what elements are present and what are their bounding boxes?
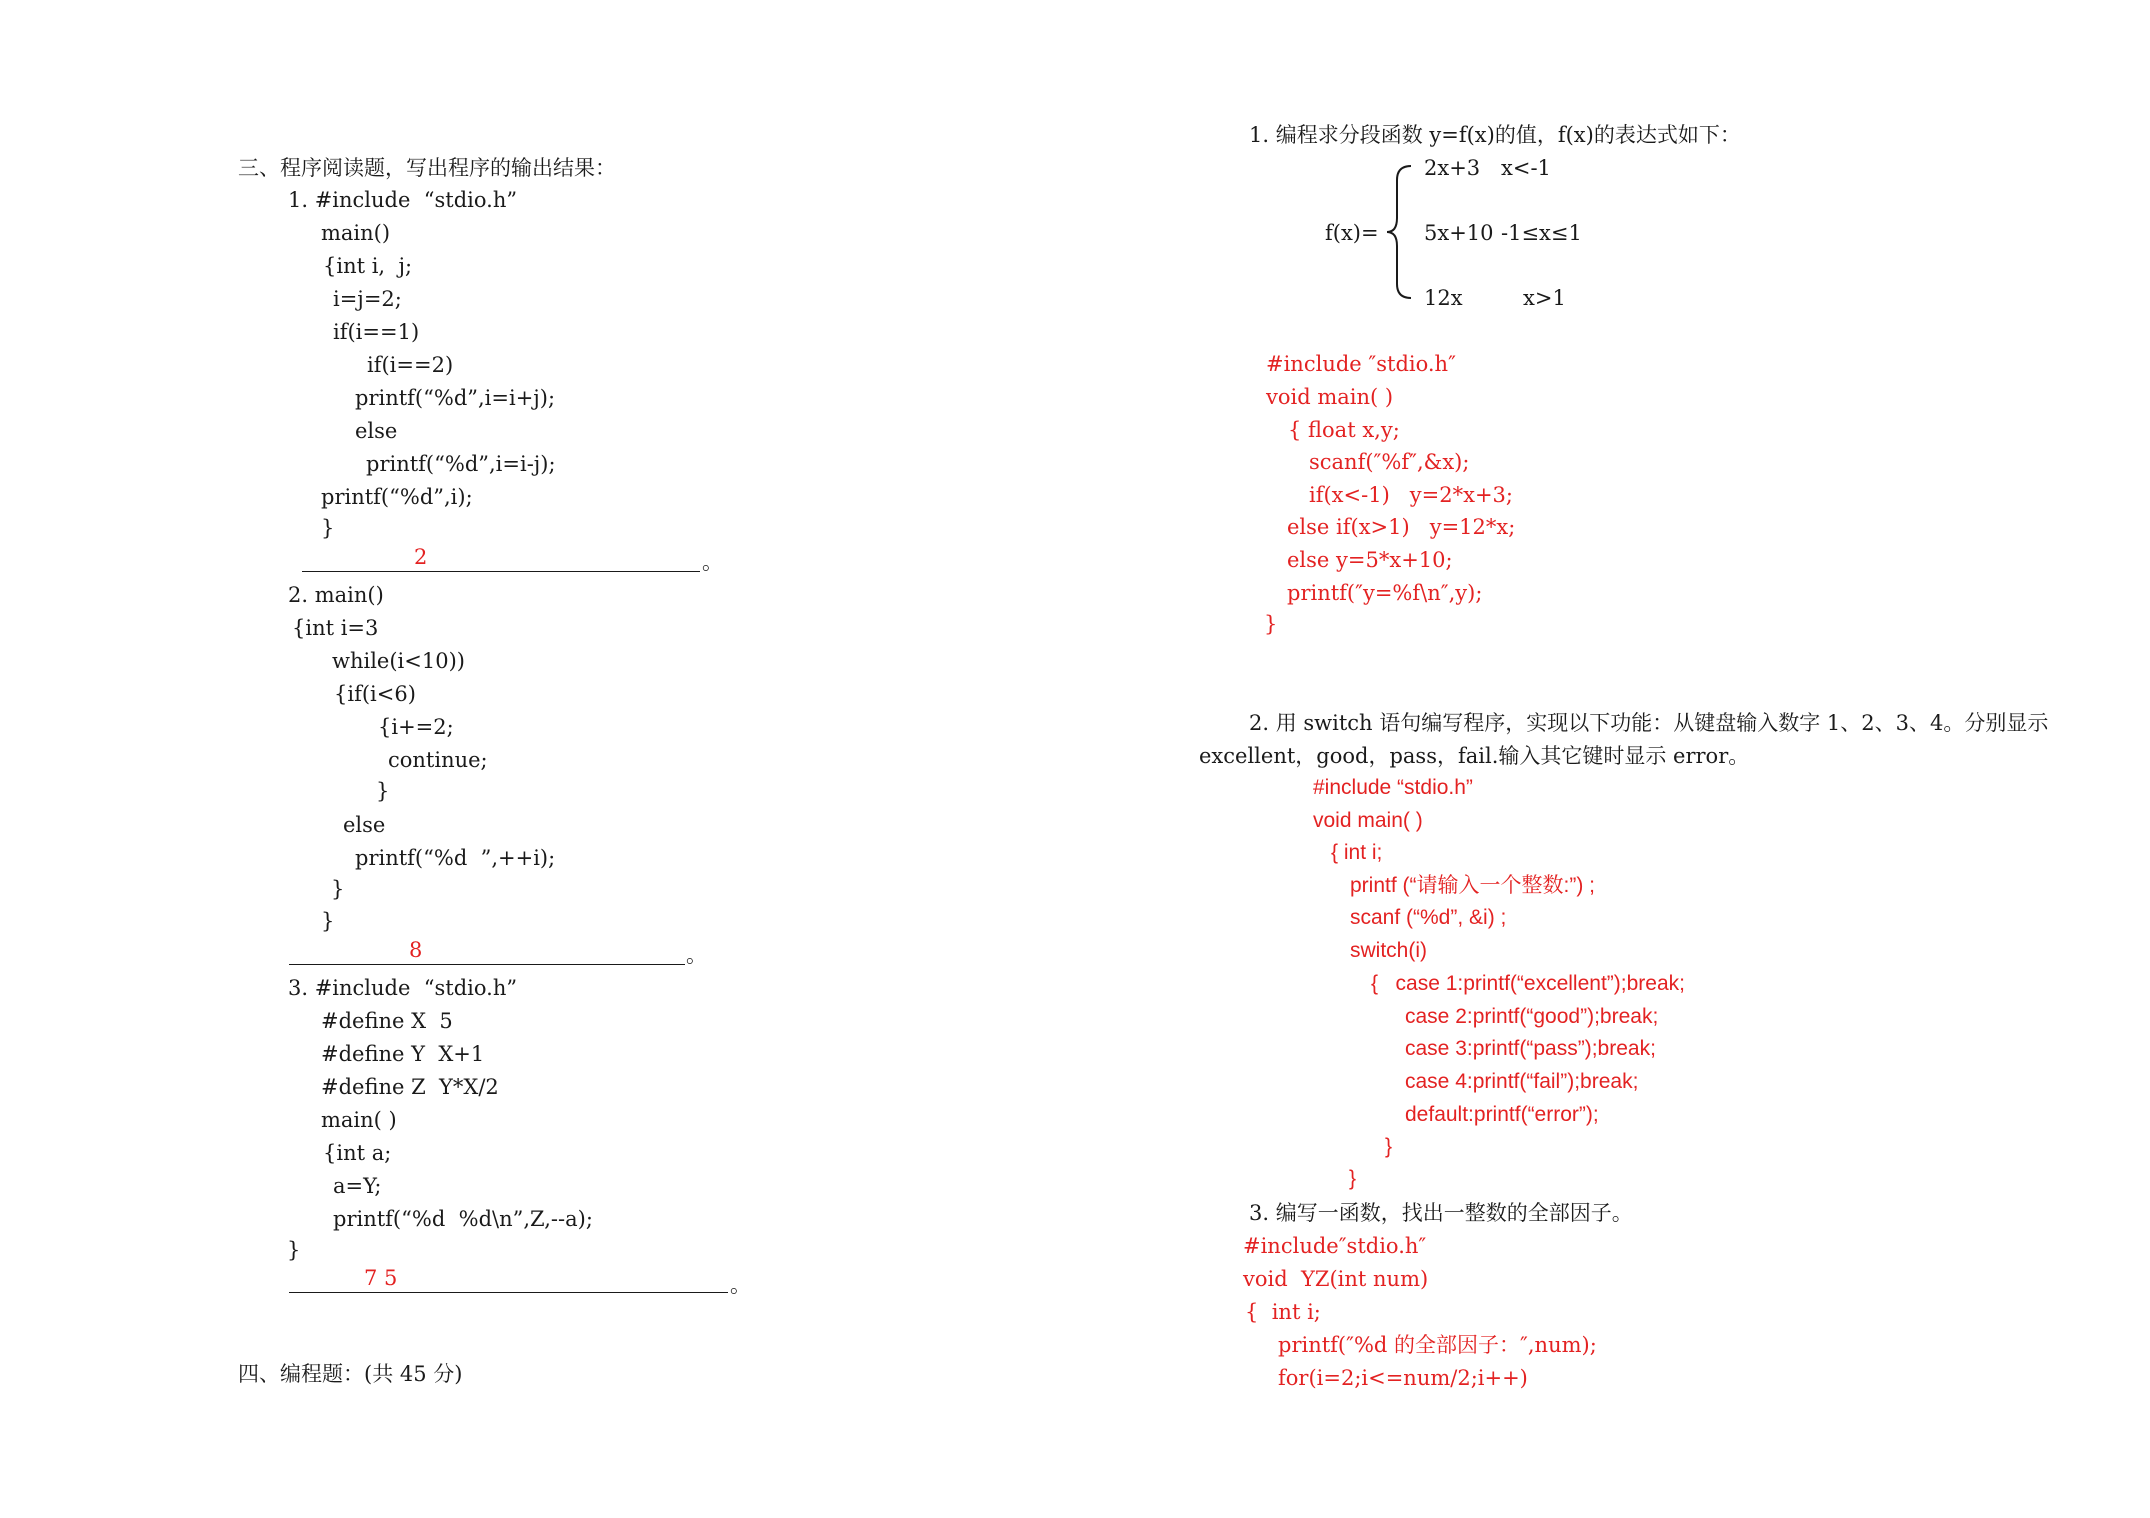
code-line: } bbox=[1264, 612, 1278, 636]
code-line: scanf(″%f″,&x); bbox=[1309, 450, 1470, 474]
code-line: printf(″%d 的全部因子：″,num); bbox=[1278, 1333, 1597, 1357]
code-line: #define Y X+1 bbox=[321, 1042, 485, 1066]
code-line: for(i=2;i<=num/2;i++) bbox=[1278, 1366, 1528, 1390]
code-line: { int i; bbox=[1331, 841, 1383, 864]
code-line: printf(“%d %d\n”,Z,--a); bbox=[333, 1207, 593, 1231]
code-line: printf (“请输入一个整数:”) ; bbox=[1350, 874, 1595, 897]
code-line: {int i=3 bbox=[292, 616, 379, 640]
answer-blank-2 bbox=[289, 940, 685, 965]
code-line: void main( ) bbox=[1266, 385, 1394, 409]
code-line: 1. #include “stdio.h” bbox=[288, 188, 518, 212]
code-line: {if(i<6) bbox=[334, 682, 416, 706]
code-line: while(i<10)) bbox=[332, 649, 465, 673]
problem-2-title-line-1: 2. 用 switch 语句编写程序，实现以下功能：从键盘输入数字 1、2、3、4。分别显示 bbox=[1249, 711, 2049, 735]
code-line: } bbox=[1349, 1167, 1357, 1190]
left-brace-icon bbox=[1385, 162, 1415, 302]
section-4-title: 四、编程题：(共 45 分) bbox=[238, 1362, 463, 1386]
code-line: #include″stdio.h″ bbox=[1243, 1234, 1427, 1258]
end-mark: 。 bbox=[702, 550, 723, 574]
code-line: #include ″stdio.h″ bbox=[1266, 352, 1456, 376]
code-line: #include “stdio.h” bbox=[1313, 776, 1473, 799]
code-line: switch(i) bbox=[1350, 939, 1427, 962]
code-line: continue; bbox=[388, 748, 488, 772]
code-line: { float x,y; bbox=[1288, 418, 1400, 442]
code-line: 2. main() bbox=[288, 583, 384, 607]
code-line: printf(″y=%f\n″,y); bbox=[1287, 581, 1483, 605]
code-line: if(i==1) bbox=[333, 320, 420, 344]
code-line: } bbox=[321, 909, 335, 933]
code-line: if(i==2) bbox=[367, 353, 454, 377]
code-line: scanf (“%d”, &i) ; bbox=[1350, 906, 1507, 929]
code-line: 3. #include “stdio.h” bbox=[288, 976, 518, 1000]
answer-blank-1 bbox=[302, 547, 700, 572]
section-3-title: 三、程序阅读题，写出程序的输出结果： bbox=[238, 156, 616, 180]
answer-2: 8 bbox=[409, 938, 423, 962]
code-line: i=j=2; bbox=[333, 287, 402, 311]
case-cond: -1≤x≤1 bbox=[1501, 221, 1582, 245]
fx-label: f(x)= bbox=[1325, 221, 1379, 245]
code-line: } bbox=[1385, 1135, 1393, 1158]
code-line: { case 1:printf(“excellent”);break; bbox=[1371, 972, 1685, 995]
right-column bbox=[1075, 0, 2150, 1518]
code-line: else if(x>1) y=12*x; bbox=[1287, 515, 1516, 539]
code-line: a=Y; bbox=[333, 1174, 382, 1198]
answer-blank-3 bbox=[289, 1268, 728, 1293]
answer-3: 7 5 bbox=[364, 1266, 398, 1290]
code-line: case 4:printf(“fail”);break; bbox=[1405, 1070, 1639, 1093]
code-line: {int i, j; bbox=[323, 254, 413, 278]
code-line: main() bbox=[321, 221, 391, 245]
end-mark: 。 bbox=[730, 1273, 751, 1297]
answer-1: 2 bbox=[414, 545, 428, 569]
code-line: } bbox=[321, 516, 335, 540]
code-line: printf(“%d”,i); bbox=[321, 485, 473, 509]
code-line: #define Z Y*X/2 bbox=[321, 1075, 499, 1099]
code-line: printf(“%d ”,++i); bbox=[355, 846, 556, 870]
code-line: #define X 5 bbox=[321, 1009, 453, 1033]
case-expr: 12x bbox=[1424, 286, 1463, 310]
problem-2-title-line-2: excellent，good，pass，fail.输入其它键时显示 error。 bbox=[1199, 744, 1750, 768]
code-line: case 3:printf(“pass”);break; bbox=[1405, 1037, 1656, 1060]
end-mark: 。 bbox=[686, 943, 707, 967]
code-line: default:printf(“error”); bbox=[1405, 1103, 1599, 1126]
case-cond: x<-1 bbox=[1501, 156, 1551, 180]
code-line: else y=5*x+10; bbox=[1287, 548, 1453, 572]
code-line: {int a; bbox=[323, 1141, 392, 1165]
code-line: main( ) bbox=[321, 1108, 397, 1132]
case-cond: x>1 bbox=[1523, 286, 1566, 310]
case-expr: 5x+10 bbox=[1424, 221, 1494, 245]
code-line: printf(“%d”,i=i-j); bbox=[366, 452, 556, 476]
code-line: else bbox=[343, 813, 386, 837]
code-line: } bbox=[331, 877, 345, 901]
code-line: case 2:printf(“good”);break; bbox=[1405, 1005, 1659, 1028]
code-line: else bbox=[355, 419, 398, 443]
code-line: } bbox=[287, 1238, 301, 1262]
code-line: if(x<-1) y=2*x+3; bbox=[1309, 483, 1513, 507]
problem-1-title: 1. 编程求分段函数 y=f(x)的值，f(x)的表达式如下： bbox=[1249, 123, 1741, 147]
code-line: printf(“%d”,i=i+j); bbox=[355, 386, 556, 410]
code-line: void main( ) bbox=[1313, 809, 1423, 832]
code-line: {i+=2; bbox=[378, 715, 454, 739]
code-line: } bbox=[376, 779, 390, 803]
case-expr: 2x+3 bbox=[1424, 156, 1481, 180]
code-line: void YZ(int num) bbox=[1243, 1267, 1429, 1291]
code-line: { int i; bbox=[1245, 1300, 1321, 1324]
problem-3-title: 3. 编写一函数，找出一整数的全部因子。 bbox=[1249, 1201, 1633, 1225]
